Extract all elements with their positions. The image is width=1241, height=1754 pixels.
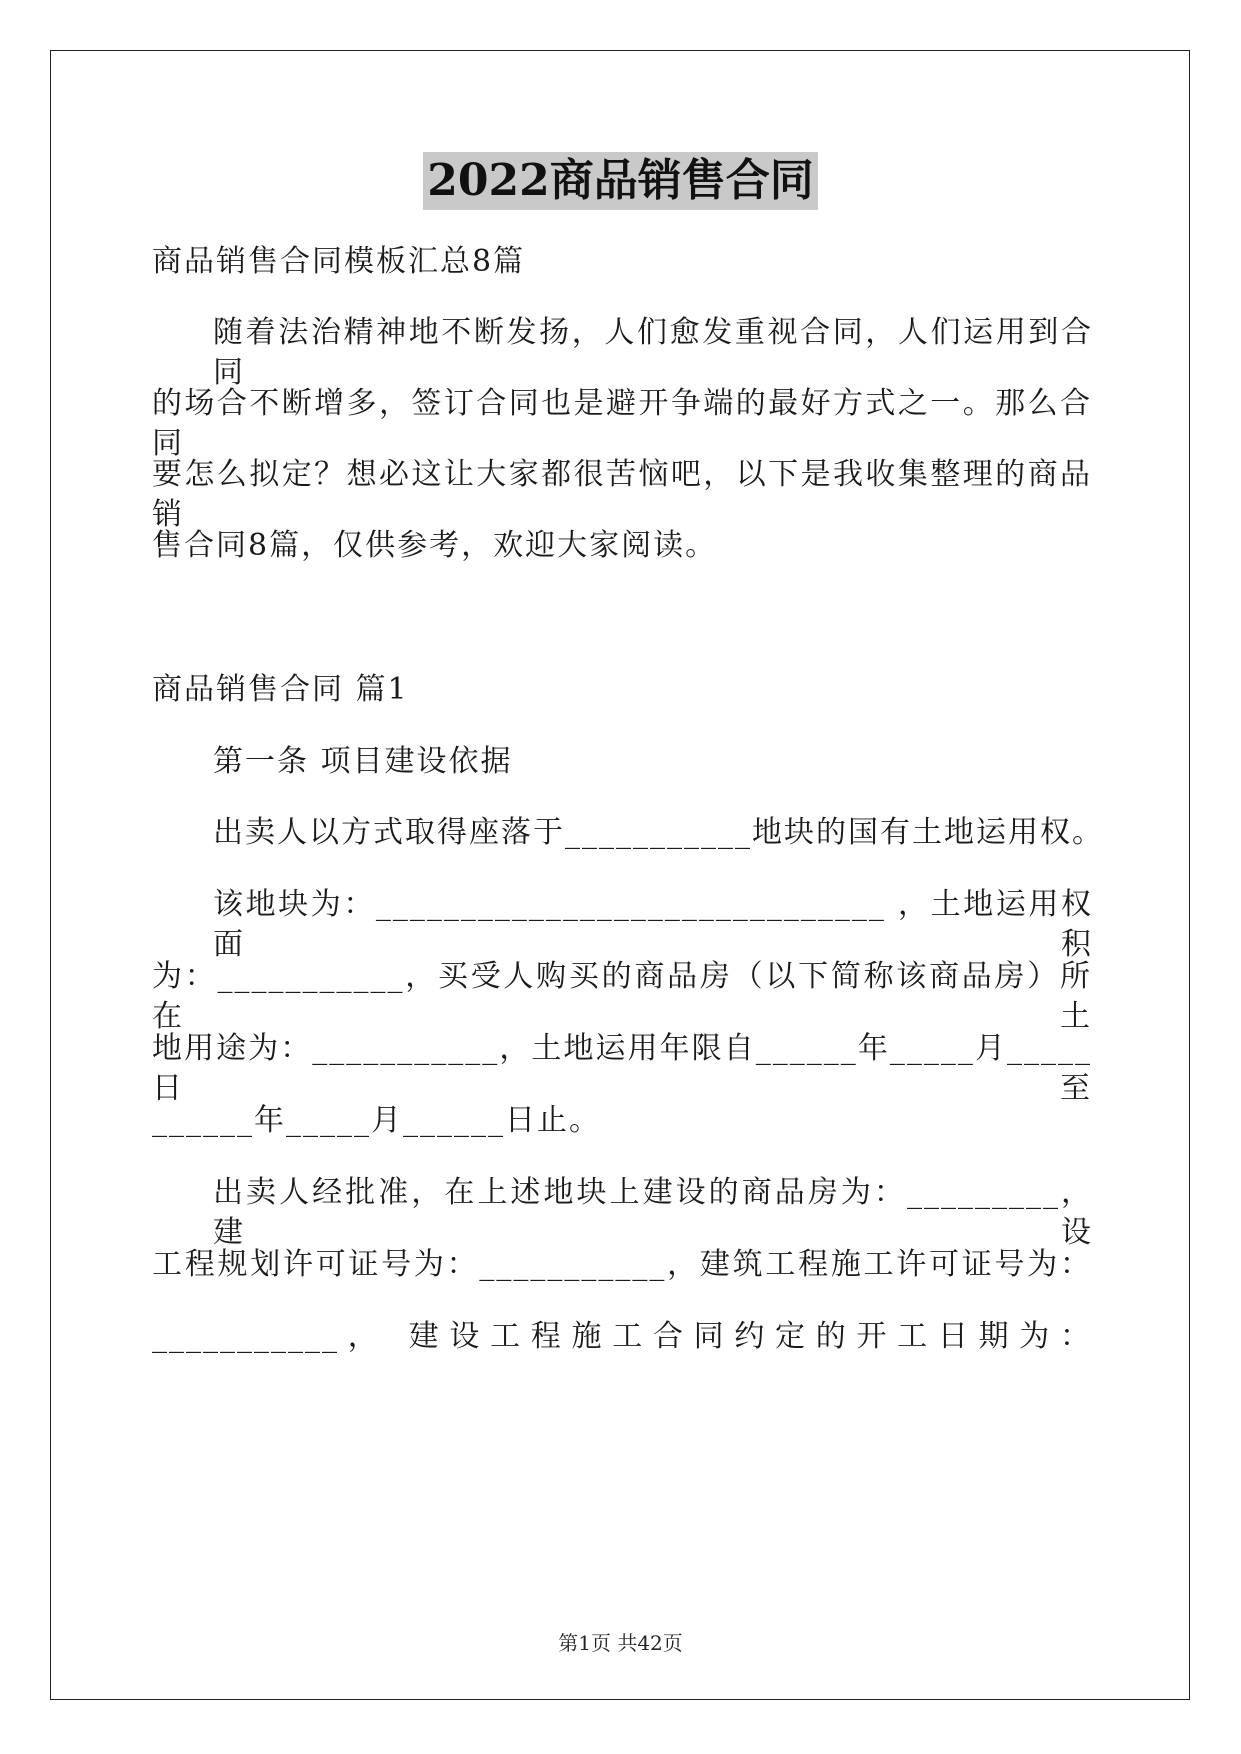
page-border: [50, 50, 1190, 1700]
section-heading: 商品销售合同 篇1: [152, 672, 409, 707]
paragraph-line: 售合同8篇，仅供参考，欢迎大家阅读。: [152, 528, 718, 563]
paragraph-line: 该地块为：______________________________ ，土地运用权面积: [213, 887, 1093, 962]
paragraph-line: 工程规划许可证号为：___________，建筑工程施工许可证号为：: [152, 1247, 1092, 1282]
paragraph-line: 出卖人经批准，在上述地块上建设的商品房为：_________，建设: [213, 1175, 1093, 1250]
document-title: 2022商品销售合同: [423, 152, 817, 210]
paragraph-line: ___________， 建设工程施工合同约定的开工日期为：: [152, 1319, 1092, 1354]
paragraph-line: 的场合不断增多，签订合同也是避开争端的最好方式之一。那么合同: [152, 386, 1092, 461]
page-number-footer: 第1页 共42页: [558, 1631, 683, 1655]
paragraph-line: 出卖人以方式取得座落于___________地块的国有土地运用权。: [213, 815, 1104, 850]
article-heading: 第一条 项目建设依据: [213, 744, 513, 779]
paragraph-line: 要怎么拟定？想必这让大家都很苦恼吧，以下是我收集整理的商品销: [152, 457, 1092, 532]
paragraph-line: 地用途为：___________，土地运用年限自______年_____月_____日至: [152, 1031, 1092, 1106]
document-subtitle: 商品销售合同模板汇总8篇: [152, 244, 526, 279]
title-container: [0, 152, 1241, 210]
paragraph-line: ______年_____月______日止。: [152, 1103, 601, 1138]
paragraph-line: 为：___________，买受人购买的商品房（以下简称该商品房）所在土: [152, 959, 1092, 1034]
paragraph-line: 随着法治精神地不断发扬，人们愈发重视合同，人们运用到合同: [213, 315, 1093, 390]
